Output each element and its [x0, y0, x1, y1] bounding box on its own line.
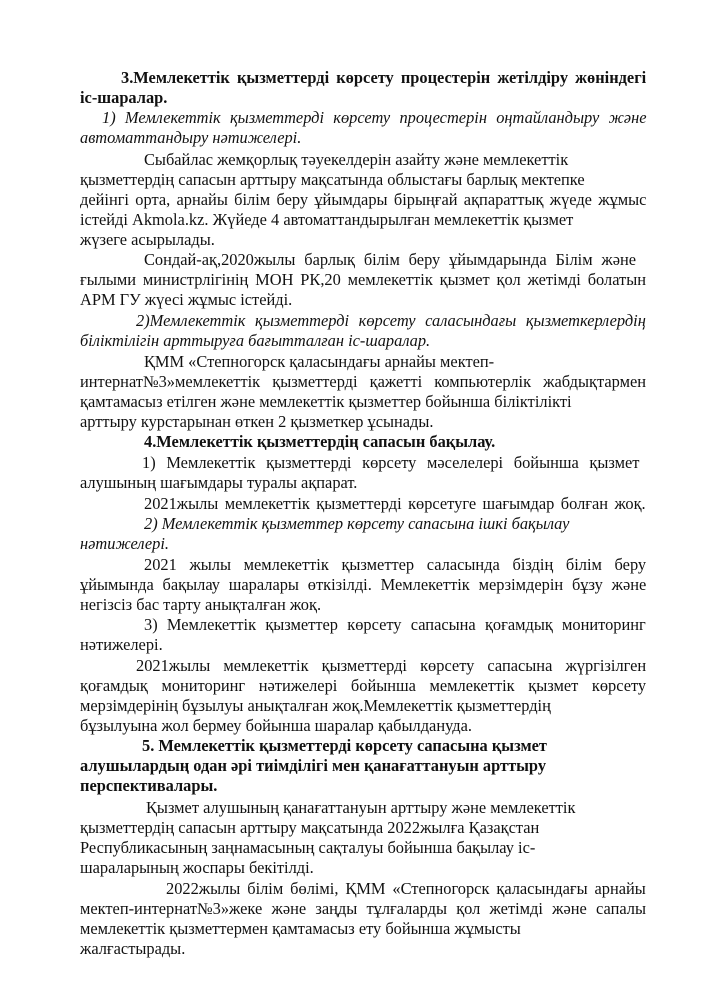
paragraph-line: арттыру курстарынан өткен 2 қызметкер ұсынады.	[80, 412, 434, 431]
paragraph-line: алушының шағымдары туралы ақпарат.	[80, 473, 358, 492]
paragraph-line: бұзылуына жол бермеу бойынша шаралар қабылдануда.	[80, 716, 472, 735]
paragraph-line: қоғамдық мониторинг нәтижелері бойынша мемлекеттік қызмет көрсету	[80, 676, 647, 695]
paragraph-line: 2021 жылы мемлекеттік қызметтер саласында біздің білім беру	[144, 555, 647, 574]
paragraph-line: мемлекеттік қызметтермен қамтамасыз ету бойынша жұмысты	[80, 919, 521, 938]
paragraph-line: мектеп-интернат№3»жеке және заңды тұлғаларды қол жетімді және сапалы	[80, 899, 646, 918]
paragraph-line: АРМ ГУ жүесі жұмыс істейді.	[80, 290, 293, 309]
paragraph-line: 2021жылы мемлекеттік қызметтерді көрсету сапасына жүргізілген	[136, 656, 647, 675]
paragraph-line: ҚММ «Степногорск қаласындағы арнайы мектеп-	[144, 352, 495, 371]
paragraph-line: 2021жылы мемлекеттік қызметтерді көрсетуге шағымдар болған жоқ.	[144, 494, 646, 513]
paragraph-line: шараларының жоспары бекітілді.	[80, 858, 314, 877]
section-heading: іс-шаралар.	[80, 88, 168, 107]
section-heading: 5. Мемлекеттік қызметтерді көрсету сапасына қызмет	[142, 736, 547, 755]
paragraph-line: ғылыми министрлігінің МОН РК,20 мемлекеттік қызмет қол жетімді болатын	[80, 270, 647, 289]
paragraph-line: интернат№3»мемлекеттік қызметтерді қажетті компьютерлік жабдықтармен	[80, 372, 646, 391]
paragraph-line: ұйымында бақылау шаралары өткізілді. Мемлекеттік мерзімдерін бұзу және	[80, 575, 647, 594]
subsection-heading: біліктілігін арттыруға бағытталған іс-шаралар.	[80, 331, 431, 350]
paragraph-line: Сыбайлас жемқорлық тәуекелдерін азайту және мемлекеттік	[144, 150, 569, 169]
paragraph-line: жалғастырады.	[80, 939, 186, 958]
subsection-heading: 2) Мемлекеттік қызметтер көрсету сапасына ішкі бақылау	[144, 514, 570, 533]
paragraph-line: қамтамасыз етілген және мемлекеттік қызметтер бойынша біліктілікті	[80, 392, 572, 411]
paragraph-line: қызметтердің сапасын арттыру мақсатында 2022жылға Қазақстан	[80, 818, 540, 837]
subsection-heading: нәтижелері.	[80, 534, 170, 553]
paragraph-line: Республикасының заңнамасының сақталуы бойынша бақылау іс-	[80, 838, 536, 857]
paragraph-line: Сондай-ақ,2020жылы барлық білім беру ұйымдарында Білім және	[144, 250, 637, 269]
paragraph-line: істейді Akmola.kz. Жүйеде 4 автоматтандырылған мемлекеттік қызмет	[80, 210, 574, 229]
section-heading: алушылардың одан әрі тиімділігі мен қанағаттануын арттыру	[80, 756, 547, 775]
section-heading: 3.Мемлекеттік қызметтерді көрсету процестерін жетілдіру жөніндегі	[121, 68, 647, 87]
paragraph-line: нәтижелері.	[80, 635, 163, 654]
paragraph-line: қызметтердің сапасын арттыру мақсатында облыстағы барлық мектепке	[80, 170, 585, 189]
section-heading: 4.Мемлекеттік қызметтердің сапасын бақылау.	[144, 432, 496, 451]
paragraph-line: 2022жылы білім бөлімі, ҚММ «Степногорск қаласындағы арнайы	[166, 879, 646, 898]
paragraph-line: негізсіз бас тарту анықталған жоқ.	[80, 595, 322, 614]
paragraph-line: жүзеге асырылады.	[80, 230, 215, 249]
paragraph-line: 1) Мемлекеттік қызметтерді көрсету мәселелері бойынша қызмет	[142, 453, 640, 472]
paragraph-line: 3) Мемлекеттік қызметтер көрсету сапасына қоғамдық мониторинг	[144, 615, 646, 634]
paragraph-line: мерзімдерінің бұзылуы анықталған жоқ.Мемлекеттік қызметтердің	[80, 696, 551, 715]
subsection-heading: 1) Мемлекеттік қызметтерді көрсету процестерін оңтайландыру және	[102, 108, 647, 127]
section-heading: перспективалары.	[80, 776, 218, 795]
paragraph-line: дейінгі орта, арнайы білім беру ұйымдары бірыңғай ақпараттық жүеде жұмыс	[80, 190, 647, 209]
paragraph-line: Қызмет алушының қанағаттануын арттыру және мемлекеттік	[146, 798, 576, 817]
subsection-heading: автоматтандыру нәтижелері.	[80, 128, 302, 147]
subsection-heading: 2)Мемлекеттік қызметтерді көрсету саласындағы қызметкерлердің	[136, 311, 646, 330]
